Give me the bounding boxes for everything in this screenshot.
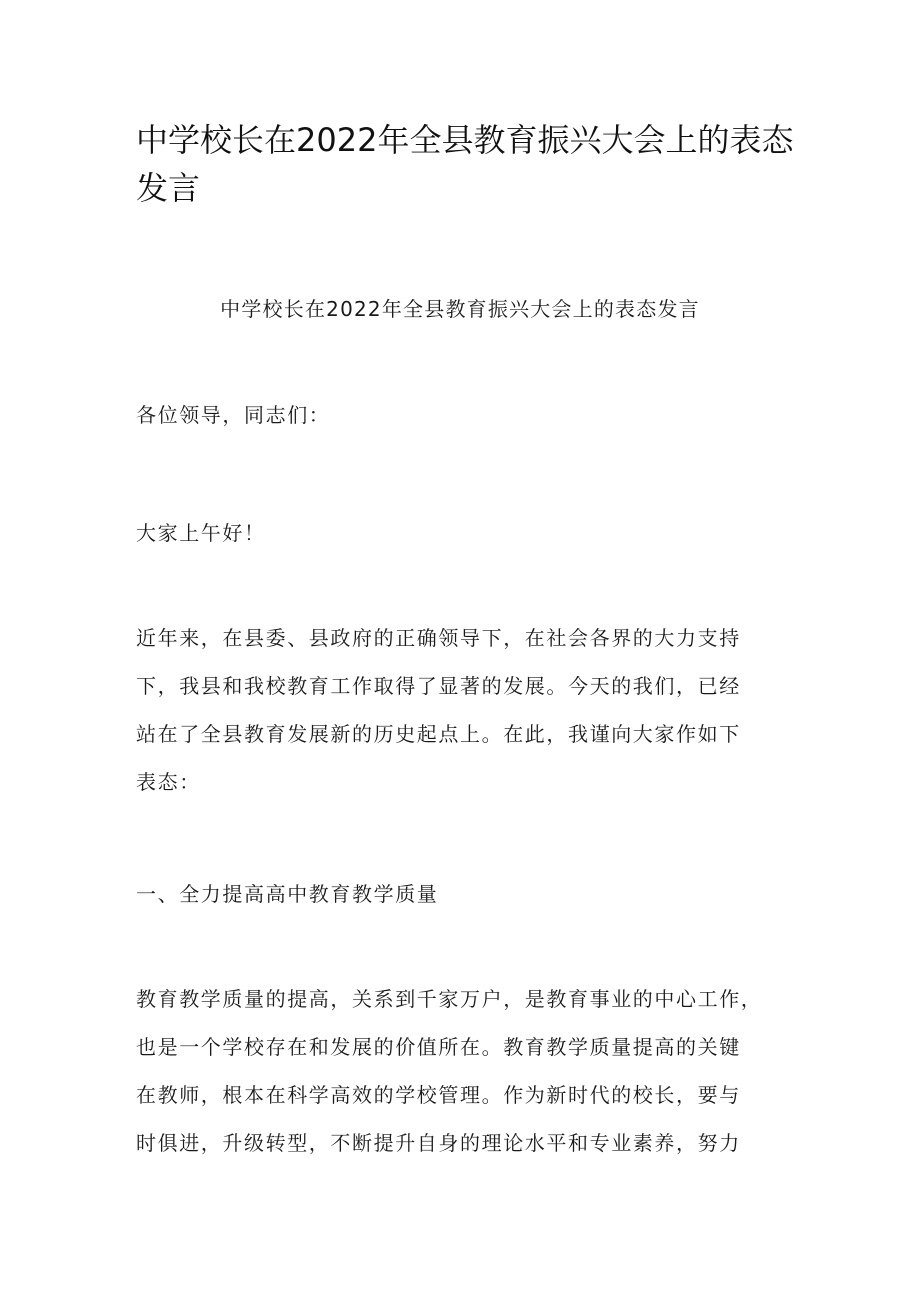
paragraph-section1 — [136, 975, 806, 1167]
greeting: 大家上午好！ — [136, 521, 266, 545]
salutation: 各位领导，同志们： — [136, 403, 331, 427]
paragraph-line: 下，我县和我校教育工作取得了显著的发展。今天的我们，已经 — [136, 674, 741, 698]
paragraph-line: 教育教学质量的提高，关系到千家万户，是教育事业的中心工作， — [136, 987, 763, 1011]
paragraph-line: 站在了全县教育发展新的历史起点上。在此，我谨向大家作如下 — [136, 722, 741, 746]
paragraph-line: 表态： — [136, 770, 201, 794]
document-title: 中学校长在2022年全县教育振兴大会上的表态发言 — [136, 121, 794, 207]
paragraph-line: 在教师，根本在科学高效的学校管理。作为新时代的校长，要与 — [136, 1083, 741, 1107]
paragraph-line: 时俱进，升级转型，不断提升自身的理论水平和专业素养，努力 — [136, 1131, 741, 1155]
paragraph-intro — [136, 614, 806, 806]
document-subtitle: 中学校长在2022年全县教育振兴大会上的表态发言 — [220, 297, 700, 321]
paragraph-line: 近年来，在县委、县政府的正确领导下，在社会各界的大力支持 — [136, 626, 741, 650]
paragraph-line: 也是一个学校存在和发展的价值所在。教育教学质量提高的关键 — [136, 1035, 741, 1059]
section-heading: 一、全力提高高中教育教学质量 — [136, 882, 439, 906]
